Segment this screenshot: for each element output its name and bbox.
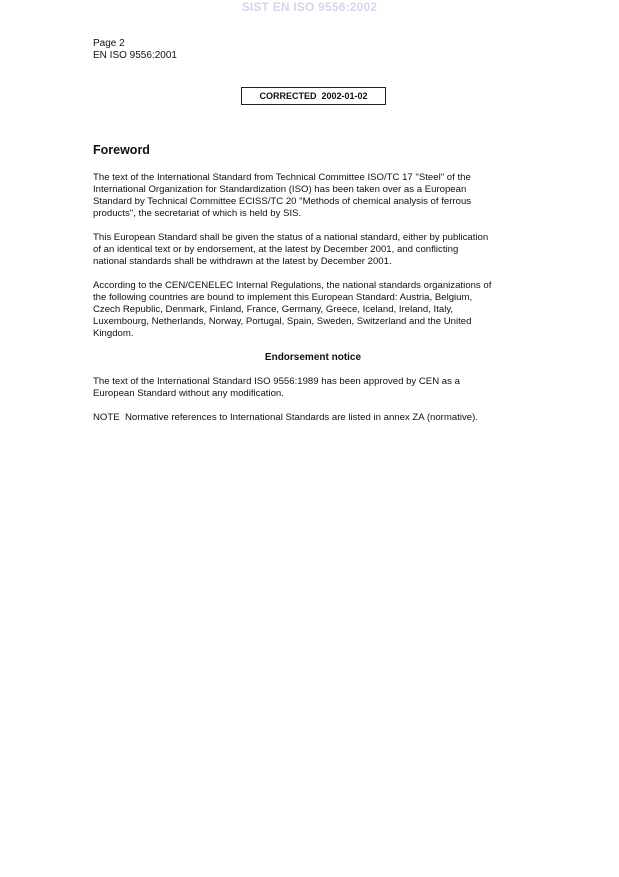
watermark: SIST EN ISO 9556:2002 <box>241 0 378 14</box>
foreword-paragraph: According to the CEN/CENELEC Internal Regulations, the national standards organizations of the following countries are bound to implement this European Standard: Austria, Belgium, Czech Republic, Denmark, Finland, France, Germany, Greece, Iceland, Ireland, Italy, Luxembourg, Netherlands, Norway, Portugal, Spain, Sweden, Switzerland and the United Kingdom. <box>93 280 492 339</box>
corrected-stamp: CORRECTED 2002-01-02 <box>241 87 386 105</box>
page-header <box>93 38 177 62</box>
endorsement-text: The text of the International Standard ISO 9556:1989 has been approved by CEN as a European Standard without any modification. <box>93 376 460 399</box>
foreword-paragraph: The text of the International Standard from Technical Committee ISO/TC 17 "Steel" of the International Organization for Standardization (ISO) has been taken over as a European Standard by Technical Committee ECISS/TC 20 "Methods of chemical analysis of ferrous products", the secretariat of which is held by SIS. <box>93 172 472 219</box>
standard-id: EN ISO 9556:2001 <box>93 50 177 61</box>
document-body <box>93 143 533 424</box>
foreword-paragraph: This European Standard shall be given the status of a national standard, either by publication of an identical text or by endorsement, at the latest by December 2001, and conflicting national standards shall be withdrawn at the latest by December 2001. <box>93 232 489 267</box>
endorsement-title: Endorsement notice <box>264 352 362 363</box>
normative-note: NOTE Normative references to International Standards are listed in annex ZA (normative). <box>93 412 478 423</box>
foreword-title: Foreword <box>93 143 150 157</box>
page-number: Page 2 <box>93 38 125 49</box>
